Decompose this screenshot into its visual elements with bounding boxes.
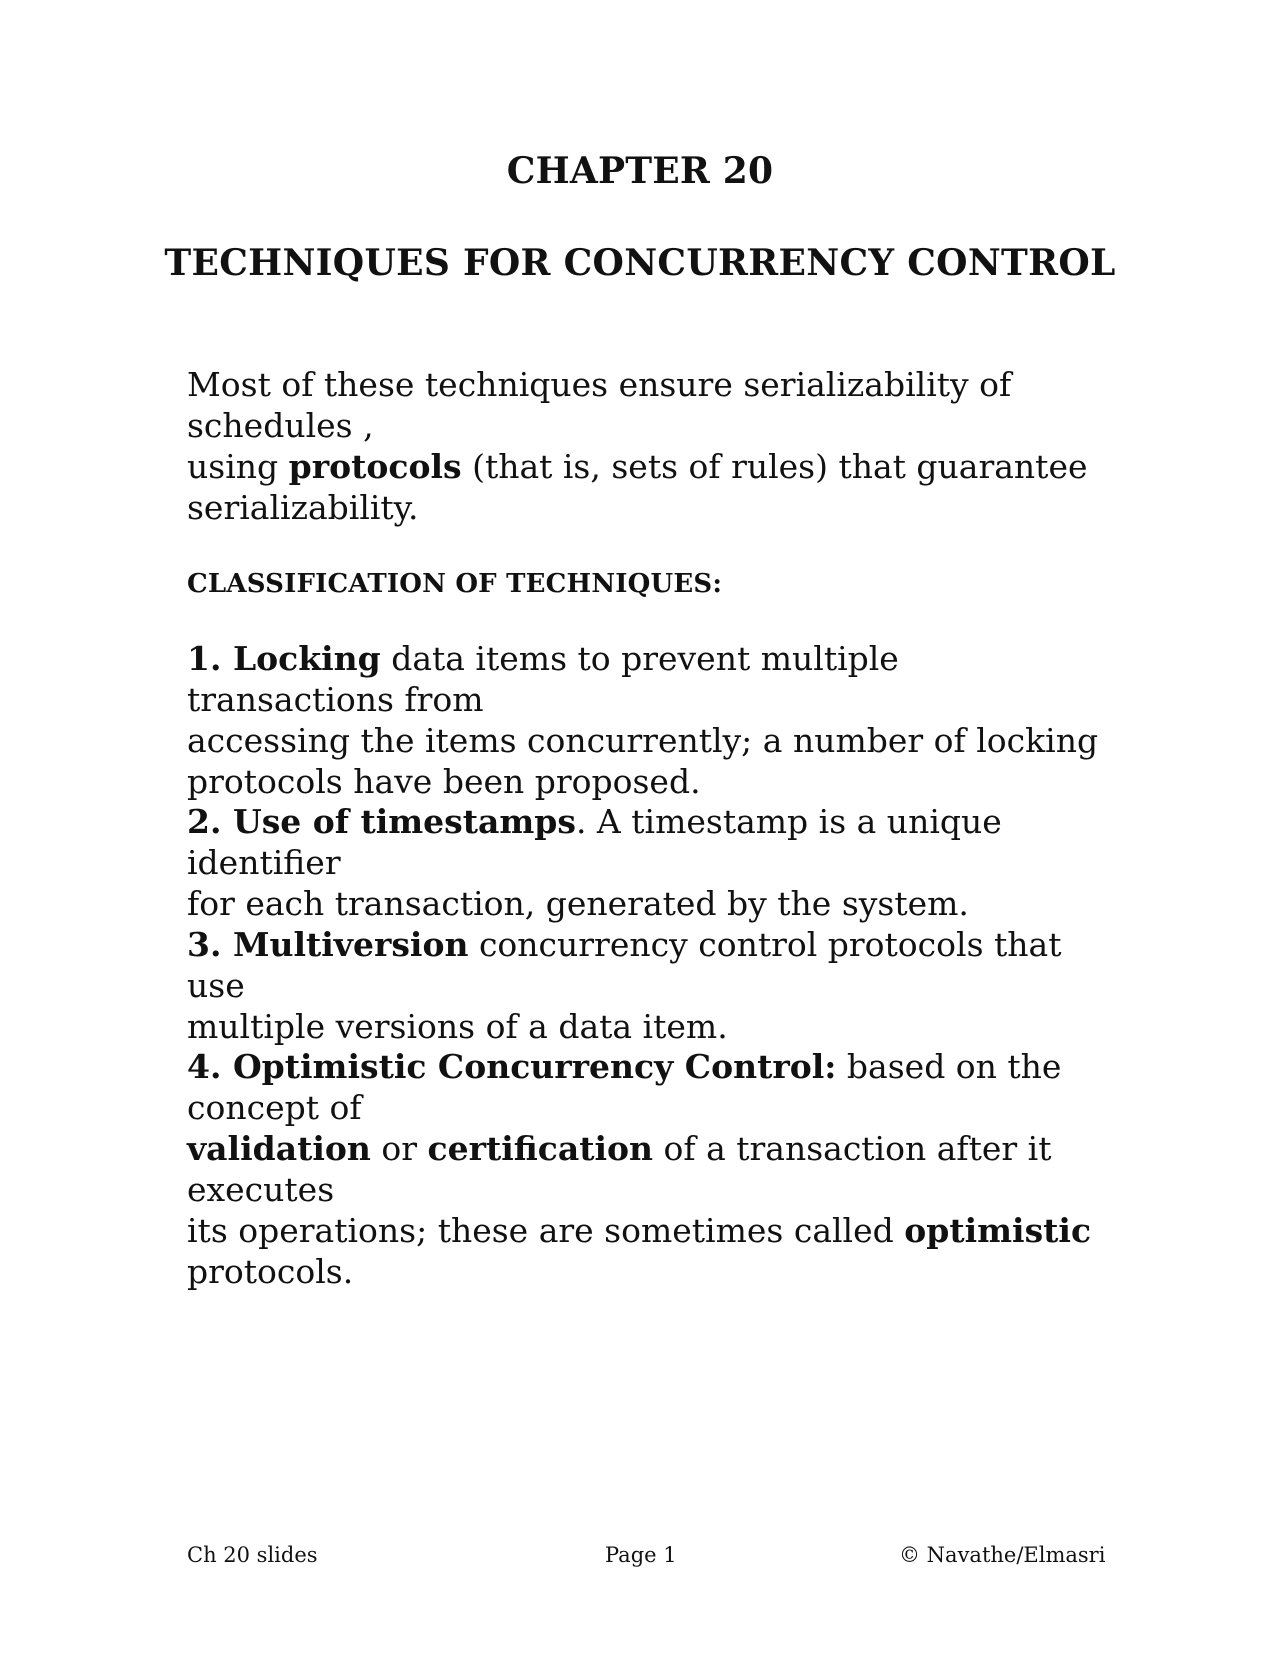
list-item-timestamps <box>187 801 1107 924</box>
item-bold-term: certification <box>427 1129 654 1168</box>
item-text: protocols have been proposed. <box>187 762 701 801</box>
item-text: or <box>370 1129 428 1168</box>
item-text: accessing the items concurrently; a number of locking <box>187 721 1099 760</box>
item-text: for each transaction, generated by the system. <box>187 884 969 923</box>
list-item-optimistic <box>187 1046 1107 1292</box>
footer-slides-label: Ch 20 slides <box>187 1543 318 1567</box>
intro-text: serializability. <box>187 488 419 527</box>
item-lead: 4. Optimistic Concurrency Control: <box>187 1047 837 1086</box>
item-bold-term: validation <box>187 1129 371 1168</box>
item-text: protocols. <box>187 1252 354 1291</box>
item-bold-term: optimistic <box>904 1211 1092 1250</box>
item-text: data items to prevent multiple transactions from <box>187 639 899 719</box>
classification-heading: CLASSIFICATION OF TECHNIQUES: <box>187 569 723 599</box>
item-text: based on the concept of <box>187 1047 1062 1127</box>
footer-page-number: Page 1 <box>605 1543 677 1567</box>
item-text: its operations; these are sometimes called <box>187 1211 905 1250</box>
footer-copyright: © Navathe/Elmasri <box>899 1543 1106 1567</box>
item-text: . A timestamp is a unique identifier <box>187 802 1002 882</box>
intro-text: (that is, sets of rules) that guarantee <box>461 447 1088 486</box>
intro-text: using <box>187 447 289 486</box>
item-text: multiple versions of a data item. <box>187 1007 728 1046</box>
item-text: concurrency control protocols that use <box>187 925 1062 1005</box>
item-lead: 2. Use of timestamps <box>187 802 576 841</box>
item-lead: 3. Multiversion <box>187 925 469 964</box>
chapter-number: CHAPTER 20 <box>506 150 774 192</box>
item-text: of a transaction after it executes <box>187 1129 1052 1209</box>
intro-bold-term: protocols <box>288 447 462 486</box>
item-lead: 1. Locking <box>187 639 381 678</box>
intro-paragraph <box>187 364 1107 528</box>
list-item-multiversion <box>187 924 1107 1047</box>
intro-text: Most of these techniques ensure serializability of schedules , <box>187 365 1012 445</box>
list-item-locking <box>187 638 1107 802</box>
chapter-title: TECHNIQUES FOR CONCURRENCY CONTROL <box>164 242 1116 284</box>
